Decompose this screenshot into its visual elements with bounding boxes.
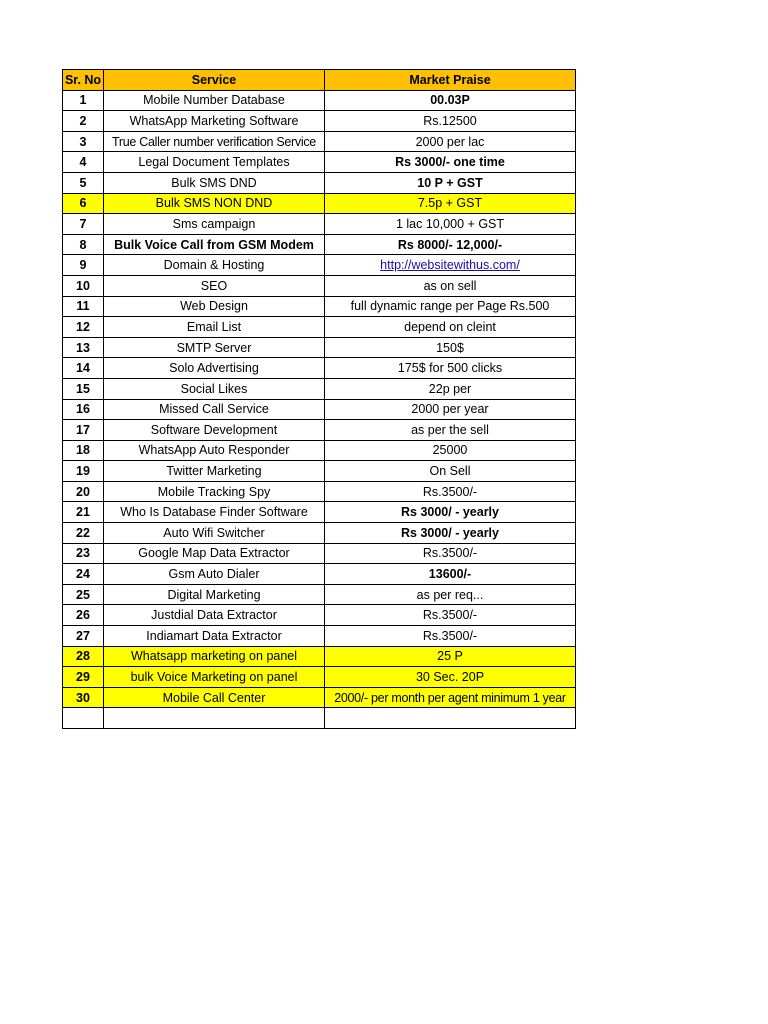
cell-sr-no: 23 [63, 543, 104, 564]
cell-sr-no: 12 [63, 317, 104, 338]
table-row [63, 626, 576, 647]
table-row [63, 687, 576, 708]
services-price-table [62, 69, 576, 729]
cell-sr-no: 9 [63, 255, 104, 276]
table-row [63, 605, 576, 626]
cell-service: Gsm Auto Dialer [104, 564, 325, 585]
cell-sr-no: 30 [63, 687, 104, 708]
table-row [63, 255, 576, 276]
table-header-row [63, 70, 576, 91]
cell-service: Justdial Data Extractor [104, 605, 325, 626]
cell-market-price: Rs 8000/- 12,000/- [325, 234, 576, 255]
cell-market-price: 00.03P [325, 90, 576, 111]
cell-service: Google Map Data Extractor [104, 543, 325, 564]
cell-market-price: depend on cleint [325, 317, 576, 338]
cell-sr-no: 10 [63, 275, 104, 296]
table-row [63, 523, 576, 544]
cell-sr-no: 28 [63, 646, 104, 667]
cell-market-price: 22p per [325, 378, 576, 399]
cell-market-price: as per the sell [325, 420, 576, 441]
cell-market-price: full dynamic range per Page Rs.500 [325, 296, 576, 317]
cell-service: Mobile Tracking Spy [104, 481, 325, 502]
cell-service: Sms campaign [104, 214, 325, 235]
cell-service: Mobile Number Database [104, 90, 325, 111]
cell-service: Missed Call Service [104, 399, 325, 420]
cell-service: Twitter Marketing [104, 461, 325, 482]
cell-service: Software Development [104, 420, 325, 441]
table-row [63, 358, 576, 379]
cell-service: Mobile Call Center [104, 687, 325, 708]
cell-market-price: as on sell [325, 275, 576, 296]
cell-service: Solo Advertising [104, 358, 325, 379]
cell-sr-no: 20 [63, 481, 104, 502]
table-row [63, 646, 576, 667]
cell-sr-no: 22 [63, 523, 104, 544]
cell-sr-no: 5 [63, 172, 104, 193]
table-row [63, 502, 576, 523]
cell-service: Bulk SMS NON DND [104, 193, 325, 214]
table-row [63, 111, 576, 132]
cell-market-price: 2000 per year [325, 399, 576, 420]
table-row [63, 584, 576, 605]
cell-market-price: Rs.3500/- [325, 543, 576, 564]
cell-sr-no: 16 [63, 399, 104, 420]
cell-sr-no: 3 [63, 131, 104, 152]
cell-market-price: 10 P + GST [325, 172, 576, 193]
cell-market-price: Rs.12500 [325, 111, 576, 132]
cell-sr-no: 11 [63, 296, 104, 317]
header-sr-no: Sr. No [63, 70, 104, 91]
cell-service: bulk Voice Marketing on panel [104, 667, 325, 688]
cell-market-price: 25000 [325, 440, 576, 461]
table-row [63, 90, 576, 111]
table-row [63, 378, 576, 399]
header-market-price: Market Praise [325, 70, 576, 91]
table-row [63, 420, 576, 441]
cell-sr-no: 2 [63, 111, 104, 132]
cell-service: WhatsApp Auto Responder [104, 440, 325, 461]
cell-market-price: 2000/- per month per agent minimum 1 year [325, 687, 576, 708]
cell-sr-no: 27 [63, 626, 104, 647]
cell-service: Bulk SMS DND [104, 172, 325, 193]
cell-service: Who Is Database Finder Software [104, 502, 325, 523]
table-row [63, 440, 576, 461]
cell-market-price: 1 lac 10,000 + GST [325, 214, 576, 235]
cell-market-price [325, 255, 576, 276]
cell-service: SEO [104, 275, 325, 296]
cell-market-price: Rs 3000/ - yearly [325, 502, 576, 523]
cell-sr-no: 4 [63, 152, 104, 173]
table-row [63, 461, 576, 482]
cell-service: WhatsApp Marketing Software [104, 111, 325, 132]
cell-sr-no: 15 [63, 378, 104, 399]
cell-service: Bulk Voice Call from GSM Modem [104, 234, 325, 255]
cell-sr-no: 19 [63, 461, 104, 482]
cell-market-price: 25 P [325, 646, 576, 667]
table-row [63, 193, 576, 214]
cell-market-price: Rs.3500/- [325, 605, 576, 626]
cell-sr-no: 7 [63, 214, 104, 235]
cell-service: SMTP Server [104, 337, 325, 358]
cell-market-price: as per req... [325, 584, 576, 605]
table-row [63, 131, 576, 152]
cell-service: True Caller number verification Service [104, 131, 325, 152]
cell-market-price: On Sell [325, 461, 576, 482]
price-link[interactable]: http://websitewithus.com/ [380, 258, 520, 273]
cell-sr-no: 14 [63, 358, 104, 379]
cell-market-price: Rs 3000/- one time [325, 152, 576, 173]
empty-cell [104, 708, 325, 729]
cell-market-price: 2000 per lac [325, 131, 576, 152]
cell-market-price: 175$ for 500 clicks [325, 358, 576, 379]
table-row [63, 172, 576, 193]
cell-sr-no: 24 [63, 564, 104, 585]
table-row [63, 564, 576, 585]
cell-sr-no: 21 [63, 502, 104, 523]
table-row [63, 214, 576, 235]
table-row [63, 667, 576, 688]
cell-market-price: 30 Sec. 20P [325, 667, 576, 688]
cell-service: Indiamart Data Extractor [104, 626, 325, 647]
cell-sr-no: 13 [63, 337, 104, 358]
table-row [63, 543, 576, 564]
cell-service: Web Design [104, 296, 325, 317]
table-body [63, 70, 576, 729]
empty-row [63, 708, 576, 729]
cell-service: Legal Document Templates [104, 152, 325, 173]
cell-service: Whatsapp marketing on panel [104, 646, 325, 667]
cell-sr-no: 1 [63, 90, 104, 111]
cell-service: Digital Marketing [104, 584, 325, 605]
cell-market-price: 150$ [325, 337, 576, 358]
table-row [63, 317, 576, 338]
header-service: Service [104, 70, 325, 91]
table-row [63, 337, 576, 358]
empty-cell [325, 708, 576, 729]
cell-sr-no: 8 [63, 234, 104, 255]
cell-service: Domain & Hosting [104, 255, 325, 276]
cell-market-price: Rs 3000/ - yearly [325, 523, 576, 544]
cell-market-price: 13600/- [325, 564, 576, 585]
cell-sr-no: 6 [63, 193, 104, 214]
table-row [63, 152, 576, 173]
cell-sr-no: 17 [63, 420, 104, 441]
cell-sr-no: 26 [63, 605, 104, 626]
empty-cell [63, 708, 104, 729]
cell-service: Email List [104, 317, 325, 338]
cell-sr-no: 25 [63, 584, 104, 605]
cell-market-price: Rs.3500/- [325, 481, 576, 502]
cell-market-price: 7.5p + GST [325, 193, 576, 214]
table-row [63, 296, 576, 317]
table-row [63, 399, 576, 420]
cell-market-price: Rs.3500/- [325, 626, 576, 647]
table-row [63, 481, 576, 502]
cell-sr-no: 18 [63, 440, 104, 461]
table-row [63, 234, 576, 255]
cell-sr-no: 29 [63, 667, 104, 688]
cell-service: Auto Wifi Switcher [104, 523, 325, 544]
table-row [63, 275, 576, 296]
cell-service: Social Likes [104, 378, 325, 399]
